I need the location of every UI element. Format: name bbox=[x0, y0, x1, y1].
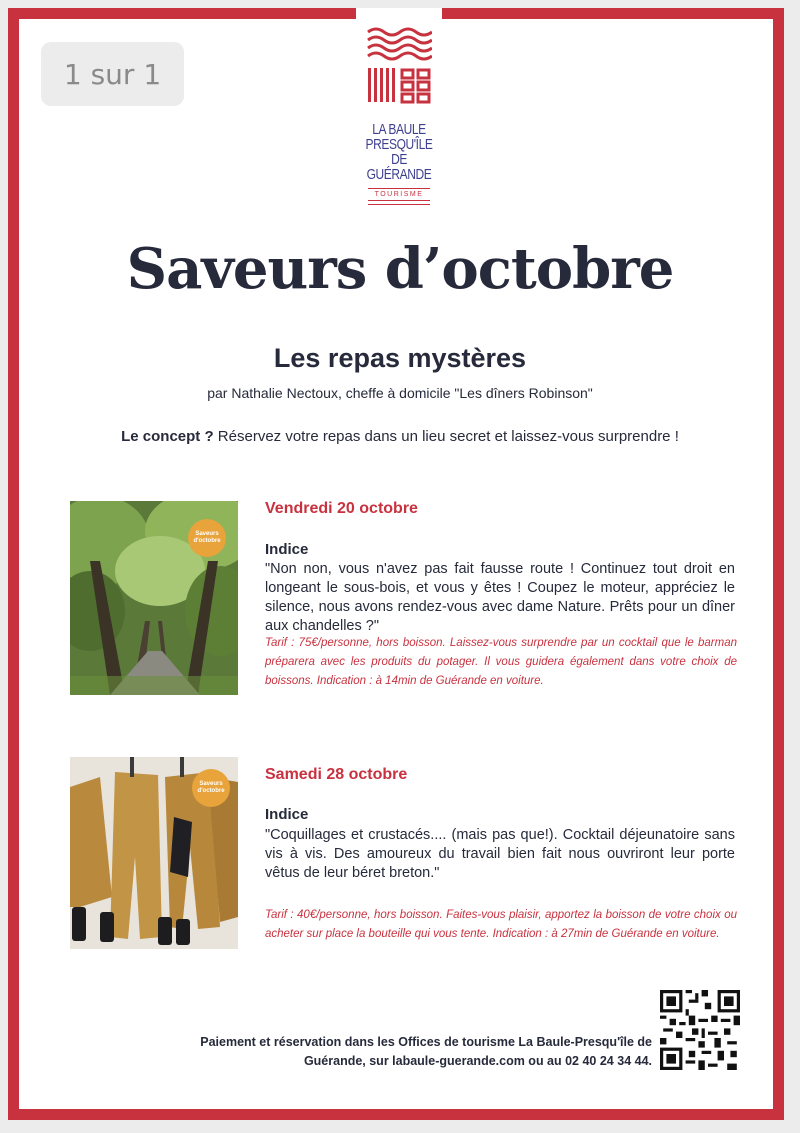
footer-line-1: Paiement et réservation dans les Offices de tourisme La Baule-Presqu'île de bbox=[200, 1035, 652, 1049]
event-2-badge: Saveurs d'octobre bbox=[192, 769, 230, 807]
footer-line-2: Guérande, sur labaule-guerande.com ou au 02 40 24 34 44. bbox=[303, 1054, 652, 1068]
page-title: Saveurs d’octobre bbox=[126, 236, 674, 302]
concept-line bbox=[0, 428, 800, 445]
logo-line-1: LA BAULE bbox=[372, 121, 426, 138]
page-counter: 1 sur 1 bbox=[41, 42, 184, 106]
event-1-hint: "Non non, vous n'avez pas fait fausse route ! Continuez tout droit en longeant le sous-bois, et vous y êtes ! Coupez le moteur, appréciez le silence, nous avons rendez-vous avec dame Nature. Prêts pour un dîner aux chandelles ?" bbox=[265, 561, 735, 634]
event-2-photo bbox=[70, 757, 238, 949]
logo-tagline: TOURISME bbox=[368, 188, 430, 201]
waves-logo-icon bbox=[366, 26, 432, 112]
footer-booking-info bbox=[200, 1033, 652, 1071]
logo-line-2: PRESQU'ÎLE DE bbox=[365, 136, 433, 168]
logo-wordmark bbox=[356, 122, 442, 182]
event-1-date: Vendredi 20 octobre bbox=[265, 500, 418, 517]
event-2-hint: "Coquillages et crustacés.... (mais pas que!). Cocktail déjeunatoire sans vis à vis. Des amoureux du travail bien fait nous ouvriront leur porte vêtus de leur béret breton." bbox=[265, 827, 735, 881]
event-1-hint-label: Indice bbox=[265, 541, 309, 558]
concept-label: Le concept ? bbox=[121, 428, 214, 445]
event-2-hint-label: Indice bbox=[265, 806, 309, 823]
event-2-tarif: Tarif : 40€/personne, hors boisson. Faites-vous plaisir, apportez la boisson de votre choix ou acheter sur place la bouteille qui vous tente. Indication : à 27min de Guérande en voiture. bbox=[265, 909, 737, 940]
event-1-tarif: Tarif : 75€/personne, hors boisson. Laissez-vous surprendre par un cocktail que le barman préparera avec les produits du potager. Il vous guidera également dans votre choix de boissons. Indication : à 14min de Guérande en voiture. bbox=[265, 637, 737, 687]
concept-text: Réservez votre repas dans un lieu secret et laissez-vous surprendre ! bbox=[213, 428, 679, 445]
byline: par Nathalie Nectoux, cheffe à domicile "Les dîners Robinson" bbox=[207, 385, 593, 401]
qr-code-icon[interactable] bbox=[660, 990, 740, 1070]
tourism-logo bbox=[356, 8, 442, 204]
logo-line-3: GUÉRANDE bbox=[366, 166, 432, 183]
page-subtitle: Les repas mystères bbox=[273, 343, 527, 373]
event-1-badge: Saveurs d'octobre bbox=[188, 519, 226, 557]
event-1-photo bbox=[70, 501, 238, 695]
event-2-date: Samedi 28 octobre bbox=[265, 766, 408, 783]
